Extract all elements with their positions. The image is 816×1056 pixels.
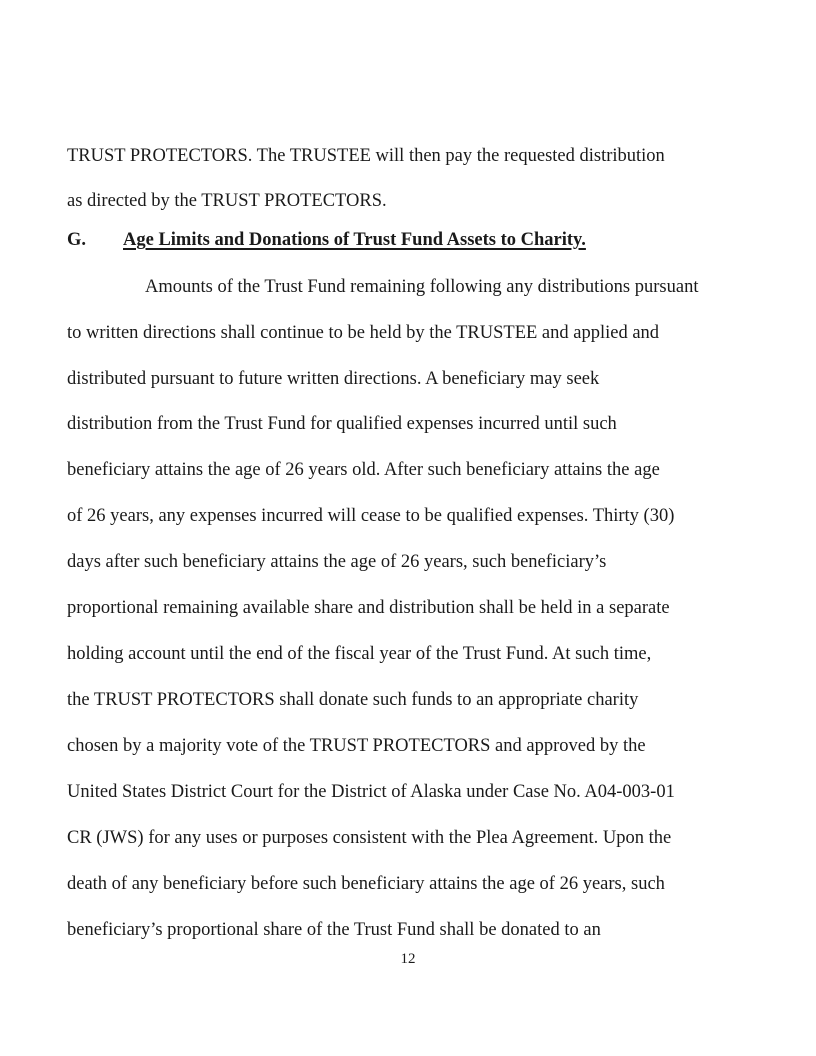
body-text-line: to written directions shall continue to be held by the TRUSTEE and applied and [67,323,660,343]
section-heading [67,229,586,251]
body-text-line: beneficiary attains the age of 26 years old. After such beneficiary attains the age [67,460,660,480]
body-text-line: CR (JWS) for any uses or purposes consistent with the Plea Agreement. Upon the [67,828,672,848]
section-letter: G. [67,230,87,250]
body-text-line: beneficiary’s proportional share of the Trust Fund shall be donated to an [67,920,601,940]
body-text-line: death of any beneficiary before such beneficiary attains the age of 26 years, such [67,874,665,894]
page-number: 12 [400,951,416,967]
body-text-line: United States District Court for the District of Alaska under Case No. A04-003-01 [67,782,675,802]
section-title: Age Limits and Donations of Trust Fund Assets to Charity. [123,230,586,250]
body-text-line: days after such beneficiary attains the age of 26 years, such beneficiary’s [67,552,607,572]
paragraph-first-line: Amounts of the Trust Fund remaining following any distributions pursuant [145,277,699,297]
body-text-line: chosen by a majority vote of the TRUST PROTECTORS and approved by the [67,736,646,756]
body-text-line: TRUST PROTECTORS. The TRUSTEE will then pay the requested distribution [67,146,665,166]
body-text-line: as directed by the TRUST PROTECTORS. [67,191,387,211]
body-text-line: distributed pursuant to future written directions. A beneficiary may seek [67,369,600,389]
body-text-line: distribution from the Trust Fund for qualified expenses incurred until such [67,414,617,434]
body-text-line: the TRUST PROTECTORS shall donate such funds to an appropriate charity [67,690,639,710]
body-text-line: proportional remaining available share and distribution shall be held in a separate [67,598,670,618]
body-text-line: holding account until the end of the fiscal year of the Trust Fund. At such time, [67,644,652,664]
body-text-line: of 26 years, any expenses incurred will cease to be qualified expenses. Thirty (30) [67,506,675,526]
